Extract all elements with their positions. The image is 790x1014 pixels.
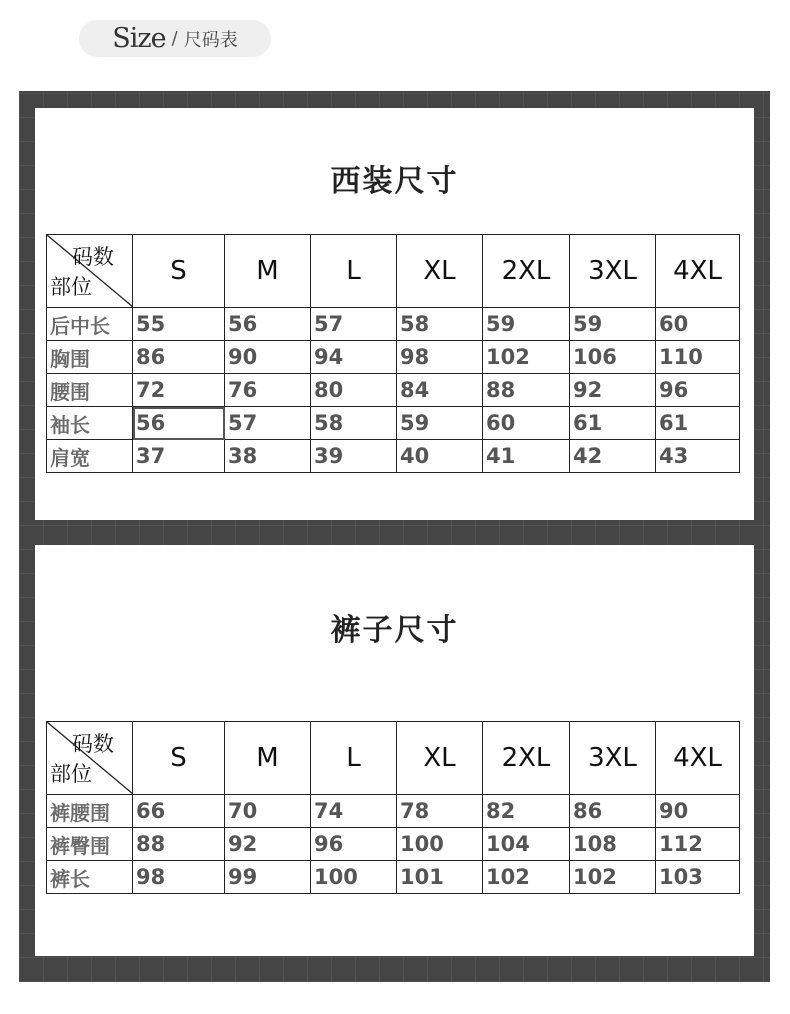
measurement-cell: 100: [397, 828, 483, 861]
size-header-4xl: 4XL: [656, 722, 740, 795]
header-separator: /: [171, 28, 178, 49]
measurement-cell: 98: [133, 861, 225, 894]
measurement-cell: 88: [483, 374, 570, 407]
measurement-cell: 84: [397, 374, 483, 407]
measurement-cell: 101: [397, 861, 483, 894]
measurement-cell: 86: [570, 795, 656, 828]
measurement-cell: 102: [483, 861, 570, 894]
size-header-4xl: 4XL: [656, 235, 740, 308]
size-header-m: M: [225, 235, 311, 308]
measurement-cell: 112: [656, 828, 740, 861]
measurement-cell: 41: [483, 440, 570, 473]
table-header-row: [47, 235, 740, 308]
size-header-xl: XL: [397, 235, 483, 308]
measurement-cell: 38: [225, 440, 311, 473]
measurement-cell: 66: [133, 795, 225, 828]
measurement-cell: 57: [225, 407, 311, 440]
measurement-cell: 96: [656, 374, 740, 407]
size-header-3xl: 3XL: [570, 722, 656, 795]
size-header-l: L: [311, 722, 397, 795]
measurement-cell: 108: [570, 828, 656, 861]
measurement-cell: 60: [656, 308, 740, 341]
size-header-2xl: 2XL: [483, 722, 570, 795]
size-header-l: L: [311, 235, 397, 308]
measurement-cell: 39: [311, 440, 397, 473]
measurement-cell: 56: [133, 407, 225, 440]
table-row: [47, 861, 740, 894]
suit-size-table: [46, 234, 740, 473]
measurement-cell: 98: [397, 341, 483, 374]
measurement-cell: 96: [311, 828, 397, 861]
measurement-cell: 58: [311, 407, 397, 440]
measurement-cell: 37: [133, 440, 225, 473]
measurement-cell: 74: [311, 795, 397, 828]
suit-title: 西装尺寸: [330, 164, 459, 199]
measurement-cell: 59: [570, 308, 656, 341]
measurement-cell: 88: [133, 828, 225, 861]
size-header-m: M: [225, 722, 311, 795]
measurement-cell: 102: [483, 341, 570, 374]
measurement-cell: 40: [397, 440, 483, 473]
size-chart-header: [79, 20, 271, 57]
measurement-cell: 61: [656, 407, 740, 440]
size-header-s: S: [133, 235, 225, 308]
pants-title: 裤子尺寸: [330, 613, 459, 648]
measurement-cell: 59: [483, 308, 570, 341]
table-row: [47, 795, 740, 828]
measurement-cell: 56: [225, 308, 311, 341]
measurement-cell: 100: [311, 861, 397, 894]
measurement-cell: 104: [483, 828, 570, 861]
measurement-cell: 106: [570, 341, 656, 374]
measurement-cell: 58: [397, 308, 483, 341]
corner-part-label: 部位: [50, 275, 92, 299]
table-header-row: [47, 722, 740, 795]
measurement-cell: 80: [311, 374, 397, 407]
measurement-cell: 102: [570, 861, 656, 894]
corner-part-label: 部位: [50, 762, 92, 786]
row-label: 裤腰围: [47, 795, 133, 828]
measurement-cell: 82: [483, 795, 570, 828]
measurement-cell: 72: [133, 374, 225, 407]
measurement-cell: 70: [225, 795, 311, 828]
measurement-cell: 59: [397, 407, 483, 440]
pants-size-table: [46, 721, 740, 894]
table-row: [47, 828, 740, 861]
table-row: [47, 440, 740, 473]
corner-size-label: 码数: [72, 245, 114, 269]
corner-header-cell: [47, 722, 133, 795]
size-header-2xl: 2XL: [483, 235, 570, 308]
size-header-s: S: [133, 722, 225, 795]
corner-size-label: 码数: [72, 732, 114, 756]
measurement-cell: 61: [570, 407, 656, 440]
measurement-cell: 94: [311, 341, 397, 374]
measurement-cell: 57: [311, 308, 397, 341]
size-header-3xl: 3XL: [570, 235, 656, 308]
corner-header-cell: [47, 235, 133, 308]
table-row: [47, 341, 740, 374]
row-label: 胸围: [47, 341, 133, 374]
suit-size-panel: [35, 108, 754, 520]
size-header-xl: XL: [397, 722, 483, 795]
table-row: [47, 407, 740, 440]
measurement-cell: 99: [225, 861, 311, 894]
measurement-cell: 90: [225, 341, 311, 374]
measurement-cell: 55: [133, 308, 225, 341]
measurement-cell: 42: [570, 440, 656, 473]
measurement-cell: 92: [225, 828, 311, 861]
header-title-cn: 尺码表: [183, 29, 238, 51]
row-label: 裤长: [47, 861, 133, 894]
measurement-cell: 76: [225, 374, 311, 407]
measurement-cell: 86: [133, 341, 225, 374]
measurement-cell: 92: [570, 374, 656, 407]
pants-size-panel: [35, 545, 754, 956]
measurement-cell: 43: [656, 440, 740, 473]
measurement-cell: 110: [656, 341, 740, 374]
row-label: 腰围: [47, 374, 133, 407]
measurement-cell: 78: [397, 795, 483, 828]
row-label: 肩宽: [47, 440, 133, 473]
measurement-cell: 60: [483, 407, 570, 440]
row-label: 后中长: [47, 308, 133, 341]
header-title-en: Size: [112, 23, 166, 54]
table-row: [47, 374, 740, 407]
table-row: [47, 308, 740, 341]
row-label: 袖长: [47, 407, 133, 440]
measurement-cell: 103: [656, 861, 740, 894]
row-label: 裤臀围: [47, 828, 133, 861]
measurement-cell: 90: [656, 795, 740, 828]
